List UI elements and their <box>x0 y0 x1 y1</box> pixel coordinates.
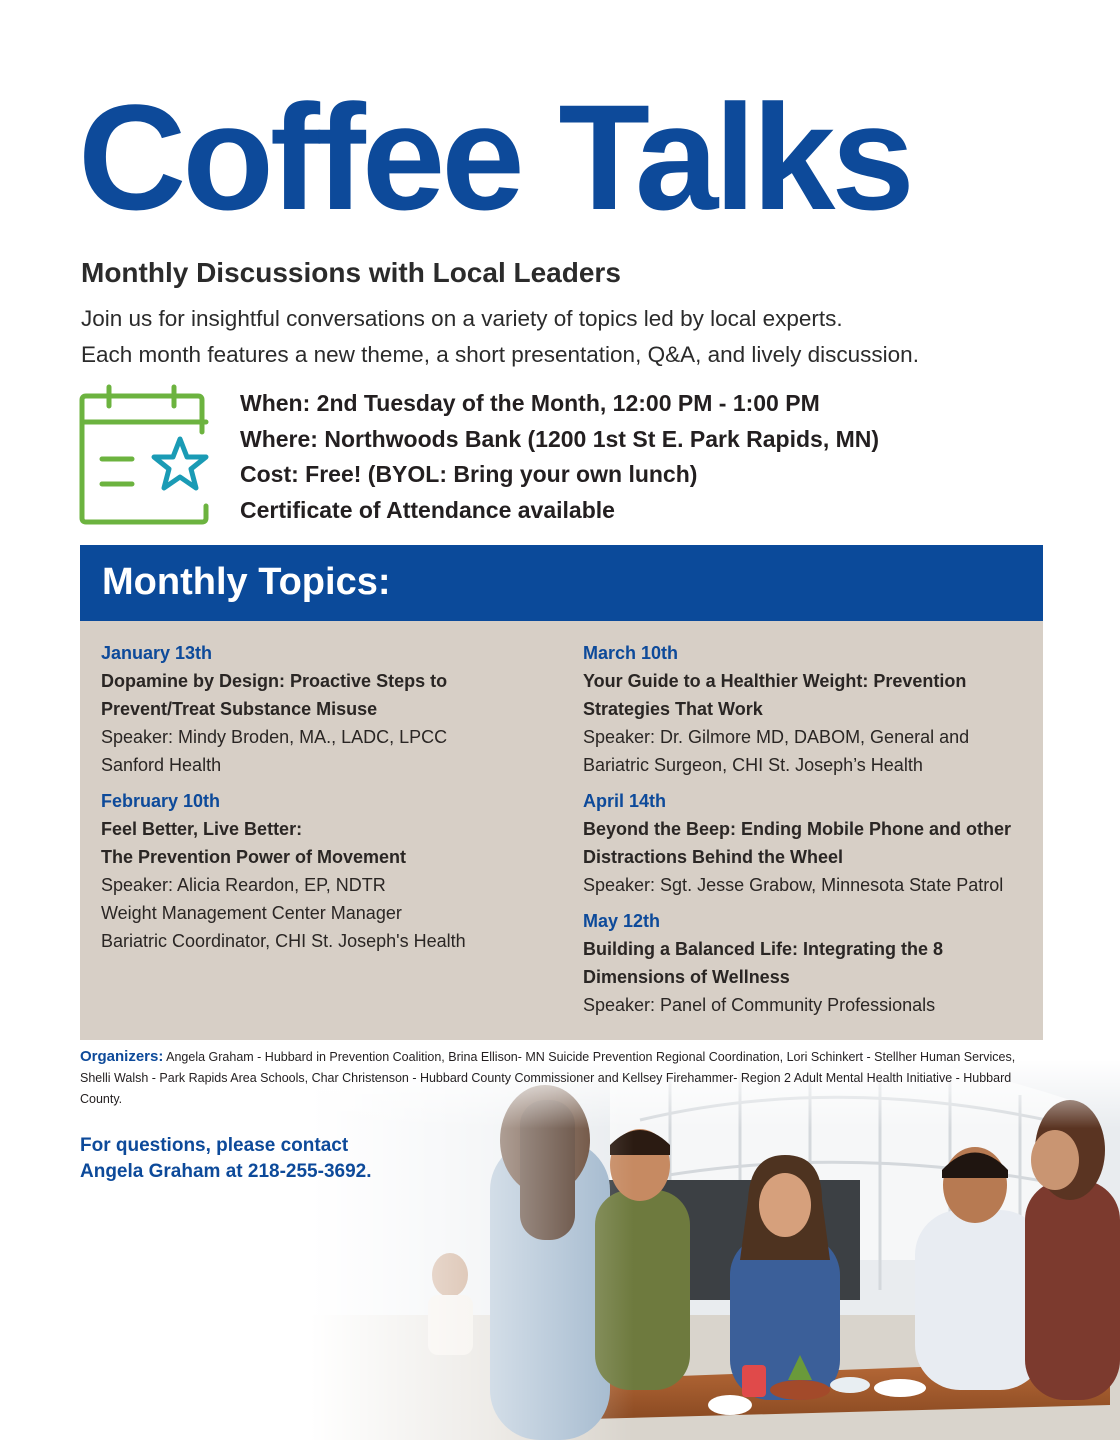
topic-title: Beyond the Beep: Ending Mobile Phone and other <box>583 819 1012 839</box>
topic-date: February 10th <box>101 791 221 811</box>
topic-speaker: Sanford Health <box>101 755 222 775</box>
intro-text <box>81 301 919 373</box>
topic-speaker: Weight Management Center Manager <box>101 903 402 923</box>
cafe-group-photo <box>310 1060 1120 1440</box>
topic-april <box>583 787 1038 899</box>
topic-february <box>101 787 571 955</box>
topic-speaker: Speaker: Dr. Gilmore MD, DABOM, General and <box>583 727 970 747</box>
topic-may <box>583 907 1038 1019</box>
topic-speaker: Speaker: Sgt. Jesse Grabow, Minnesota State Patrol <box>583 875 1004 895</box>
contact-line: For questions, please contact <box>80 1135 349 1156</box>
contact-info <box>80 1133 372 1185</box>
topic-title: Prevent/Treat Substance Misuse <box>101 699 378 719</box>
topic-title: The Prevention Power of Movement <box>101 847 407 867</box>
contact-line: Angela Graham at 218-255-3692. <box>80 1161 372 1182</box>
topics-column-left <box>101 639 571 963</box>
topic-title: Dopamine by Design: Proactive Steps to <box>101 671 448 691</box>
subtitle: Monthly Discussions with Local Leaders <box>81 257 621 288</box>
event-cost: Cost: Free! (BYOL: Bring your own lunch) <box>240 461 698 487</box>
intro-line: Join us for insightful conversations on a variety of topics led by local experts. <box>81 306 843 331</box>
topic-speaker: Bariatric Surgeon, CHI St. Joseph’s Health <box>583 755 923 775</box>
topic-date: April 14th <box>583 791 667 811</box>
organizers-label: Organizers: <box>80 1048 164 1065</box>
topics-column-right <box>583 639 1038 1027</box>
topic-speaker: Bariatric Coordinator, CHI St. Joseph's Health <box>101 931 466 951</box>
event-where: Where: Northwoods Bank (1200 1st St E. Park Rapids, MN) <box>240 425 880 452</box>
topic-speaker: Speaker: Mindy Broden, MA., LADC, LPCC <box>101 727 448 747</box>
topic-march <box>583 639 1038 779</box>
topics-heading: Monthly Topics: <box>102 561 391 603</box>
organizers-list: Angela Graham - Hubbard in Prevention Coalition, Brina Ellison- MN Suicide Prevention Regional Coordination, Lori Schinkert - Stellher Human Services, Shelli Walsh - Park Rapids Area Schools, Char Christenson - Hubbard County Commissioner and Kellsey Firehammer- Region 2 Adult Mental Health Initiative - Hubbard County. <box>80 1050 1016 1106</box>
topic-date: January 13th <box>101 643 213 663</box>
topic-speaker: Speaker: Alicia Reardon, EP, NDTR <box>101 875 386 895</box>
topic-january <box>101 639 571 779</box>
topic-title: Your Guide to a Healthier Weight: Prevention <box>583 671 967 691</box>
organizers-text <box>80 1046 1040 1110</box>
topic-title: Building a Balanced Life: Integrating the 8 <box>583 939 944 959</box>
event-details <box>240 386 879 528</box>
event-certificate: Certificate of Attendance available <box>240 496 615 523</box>
page-title: Coffee Talks <box>78 73 911 241</box>
topics-banner <box>80 545 1043 621</box>
intro-line: Each month features a new theme, a short presentation, Q&A, and lively discussion. <box>81 342 919 367</box>
topic-title: Strategies That Work <box>583 699 763 719</box>
topic-date: May 12th <box>583 911 661 931</box>
topic-title: Distractions Behind the Wheel <box>583 847 844 867</box>
topic-speaker: Speaker: Panel of Community Professionals <box>583 995 936 1015</box>
topic-title: Dimensions of Wellness <box>583 967 790 987</box>
topic-date: March 10th <box>583 643 679 663</box>
calendar-star-icon <box>74 382 224 527</box>
event-when: When: 2nd Tuesday of the Month, 12:00 PM - 1:00 PM <box>240 390 820 416</box>
topics-panel <box>80 621 1043 1040</box>
topic-title: Feel Better, Live Better: <box>101 819 303 839</box>
